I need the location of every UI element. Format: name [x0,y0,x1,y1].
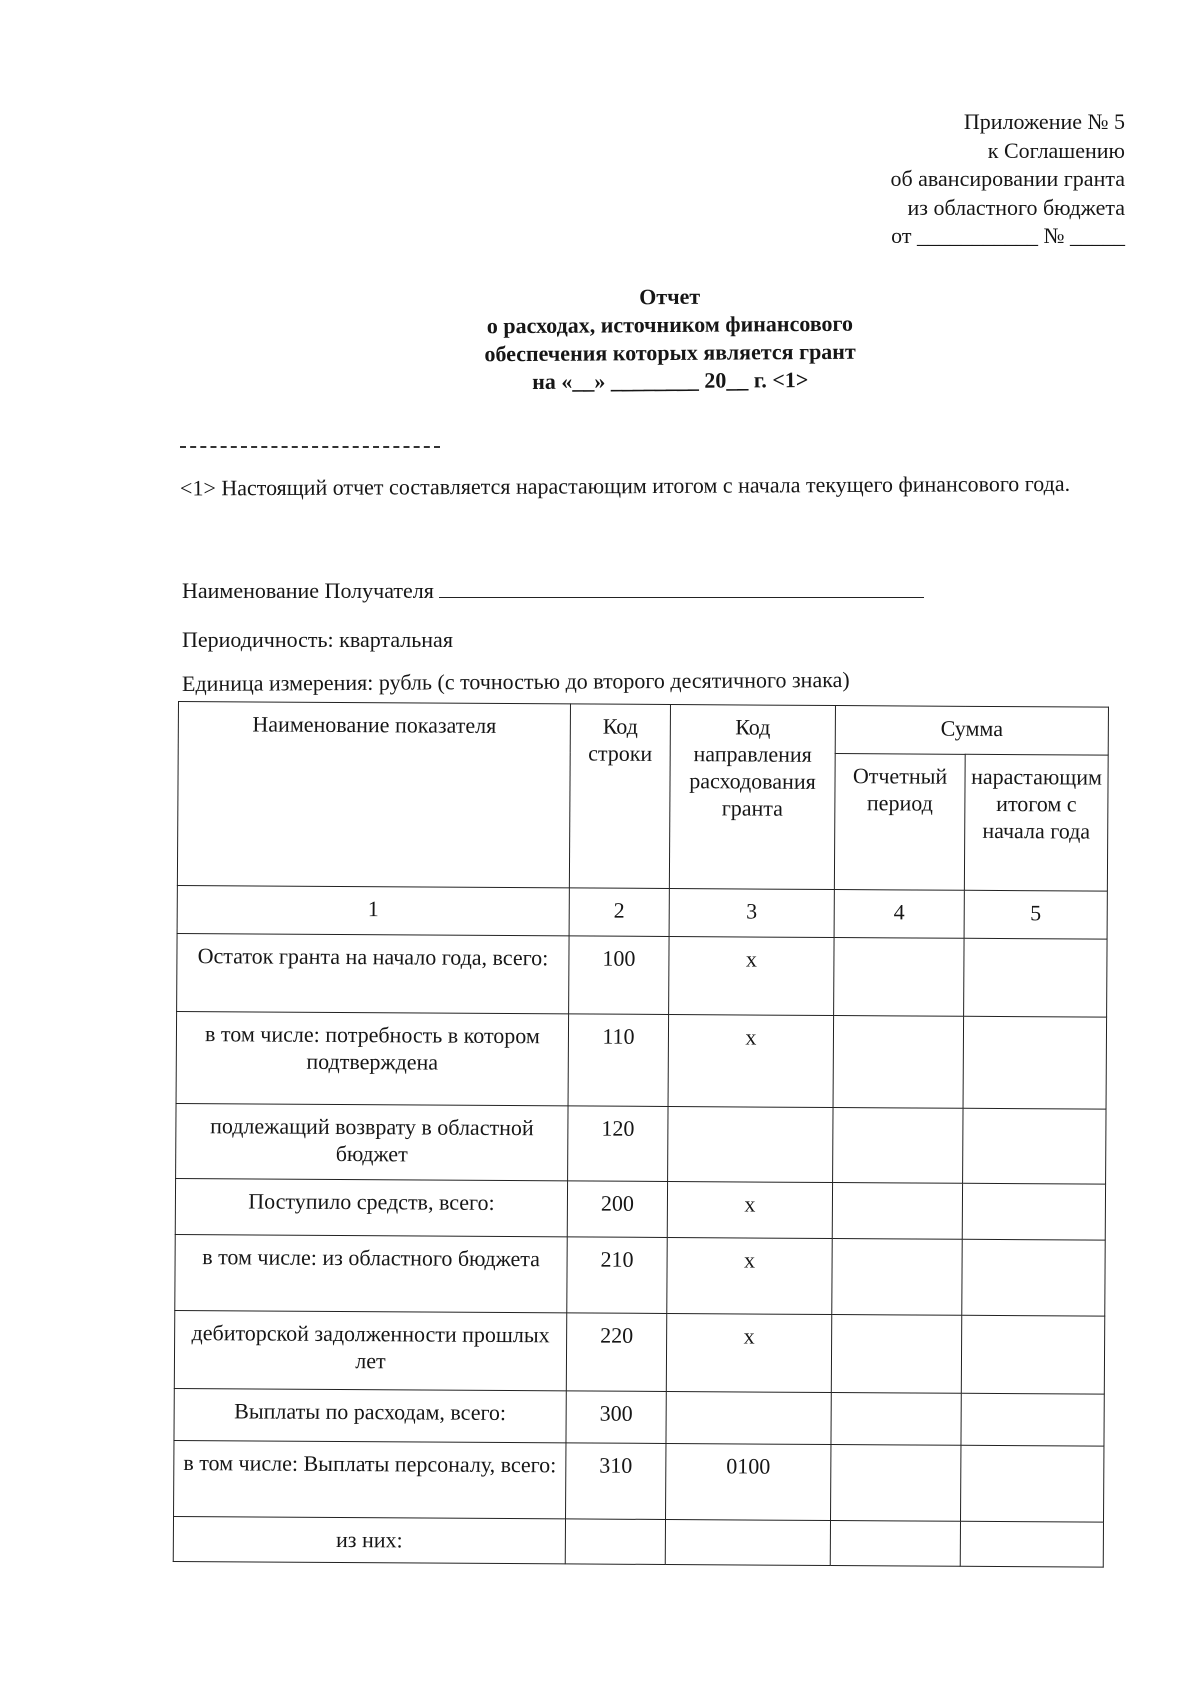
row-name-cell: в том числе: из областного бюджета [175,1234,567,1312]
column-number: 2 [569,888,669,937]
header-cumulative: нарастающим итогом с начала года [964,754,1108,891]
footnote-separator [180,446,440,448]
row-direction-cell [666,1391,831,1444]
column-number: 4 [834,890,964,939]
row-period-cell [831,1393,961,1446]
row-period-cell [830,1521,960,1567]
annex-budget: из областного бюджета [907,194,1125,220]
annex-number: Приложение № 5 [963,109,1125,134]
row-code-cell: 300 [566,1391,666,1444]
row-name-cell: Выплаты по расходам, всего: [174,1388,566,1442]
title-line-2: о расходах, источником финансового [486,310,854,339]
row-code-cell: 120 [568,1106,668,1182]
row-cumulative-cell [963,1016,1107,1109]
row-code-cell [565,1519,665,1565]
row-cumulative-cell [961,1393,1104,1446]
annex-date-number: от ___________ № _____ [891,223,1125,248]
row-direction-cell: 0100 [666,1443,831,1520]
row-period-cell [832,1239,962,1316]
row-code-cell: 110 [568,1014,669,1107]
table-row [177,933,1107,1017]
row-direction-cell: x [668,1015,834,1108]
row-name-cell: в том числе: потребность в котором подтверждена [176,1011,569,1105]
row-period-cell [833,1108,963,1184]
title-line-4: на «__» ________ 20__ г. <1> [532,367,809,394]
annex-header [890,108,1125,251]
row-period-cell [833,1016,964,1109]
row-period-cell [831,1445,961,1522]
table-row [176,1103,1106,1184]
recipient-blank [439,577,924,598]
column-number: 3 [669,889,834,938]
row-cumulative-cell [961,1315,1104,1394]
row-name-cell: Остаток гранта на начало года, всего: [177,933,569,1013]
row-direction-cell: x [666,1313,831,1392]
report-table-wrapper [173,701,1109,1568]
table-row [175,1178,1105,1240]
header-name: Наименование показателя [177,702,570,888]
row-name-cell: из них: [173,1516,565,1563]
row-period-cell [834,938,964,1017]
row-name-cell: в том числе: Выплаты персоналу, всего: [174,1440,566,1518]
row-period-cell [832,1183,962,1240]
row-code-cell: 100 [569,936,669,1015]
row-name-cell: подлежащий возврату в областной бюджет [176,1103,568,1180]
report-title [400,281,941,397]
unit-of-measure: Единица измерения: рубль (с точностью до второго десятичного знака) [181,666,850,696]
table-row [174,1310,1104,1394]
row-direction-cell: x [669,937,834,1016]
header-code: Код строки [569,704,670,889]
header-sum: Сумма [835,706,1108,756]
header-period: Отчетный период [834,754,965,891]
periodicity: Периодичность: квартальная [182,627,453,652]
row-direction-cell: x [667,1181,832,1238]
table-row [176,1011,1107,1109]
row-code-cell: 310 [566,1443,666,1520]
row-cumulative-cell [963,1108,1106,1184]
row-cumulative-cell [962,1239,1105,1316]
annex-subject: об авансировании гранта [890,166,1125,191]
footnote: <1> Настоящий отчет составляется нарастающим итогом с начала текущего финансового года. [179,470,1071,501]
title-line-3: обеспечения которых является грант [484,338,856,367]
row-direction-cell: x [667,1237,832,1314]
row-name-cell: дебиторской задолженности прошлых лет [174,1310,566,1390]
row-cumulative-cell [960,1521,1103,1567]
table-row [175,1234,1105,1316]
row-period-cell [831,1315,961,1394]
column-number: 5 [964,890,1107,939]
recipient-field [182,577,924,604]
row-cumulative-cell [964,938,1107,1017]
row-direction-cell [665,1519,830,1565]
row-cumulative-cell [962,1183,1105,1240]
report-table [173,701,1109,1568]
row-name-cell: Поступило средств, всего: [175,1178,567,1236]
table-row [174,1440,1104,1522]
recipient-label: Наименование Получателя [182,578,434,603]
table-row [174,1388,1104,1446]
row-code-cell: 220 [566,1313,666,1392]
table-row [173,1516,1103,1567]
header-direction: Код направления расходования гранта [669,705,835,890]
row-cumulative-cell [961,1445,1104,1522]
column-number: 1 [177,885,569,935]
row-direction-cell [668,1107,833,1183]
title-line-1: Отчет [639,283,701,310]
row-code-cell: 200 [567,1181,667,1238]
row-code-cell: 210 [567,1237,667,1314]
annex-agreement: к Соглашению [987,137,1125,163]
